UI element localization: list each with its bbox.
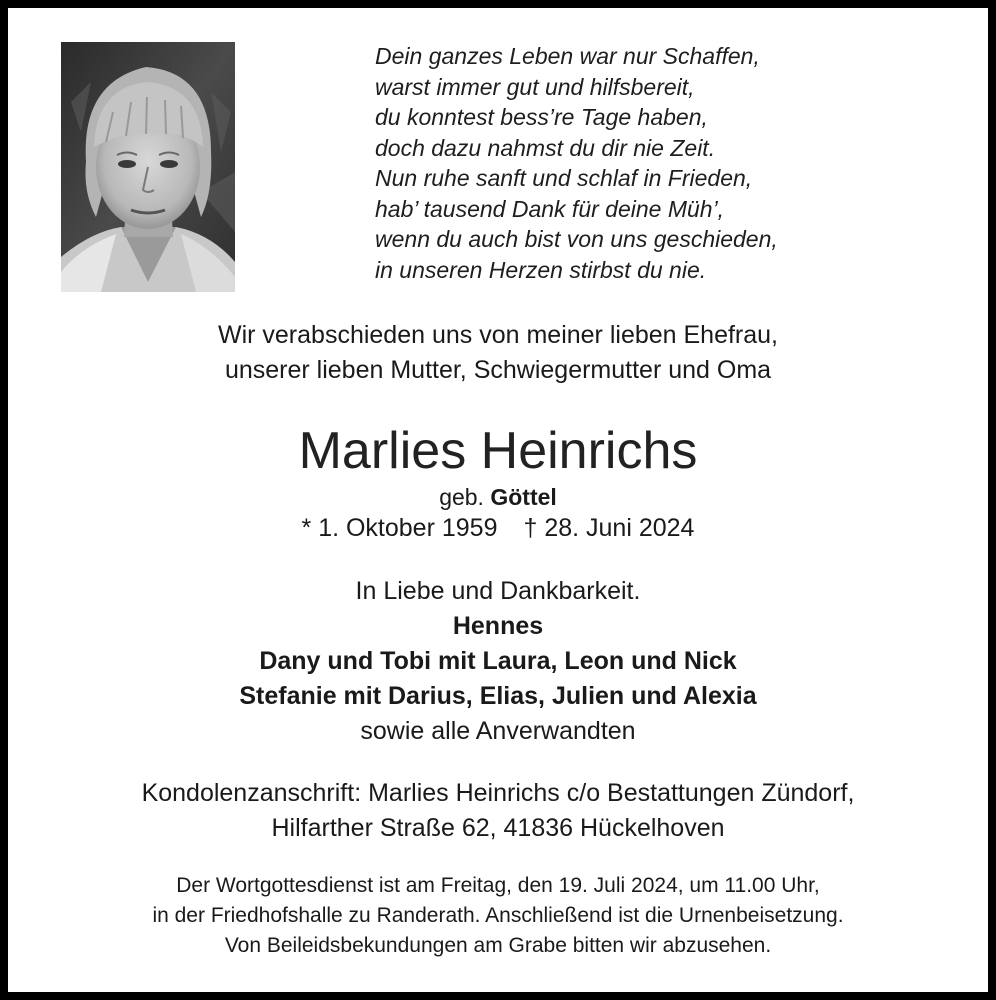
family-name: Hennes xyxy=(452,612,544,640)
poem-line: Nun ruhe sanft und schlaf in Frieden, xyxy=(375,165,753,191)
relatives-line: sowie alle Anverwandten xyxy=(360,717,636,745)
service-line: Von Beileidsbekundungen am Grabe bitten wir abzusehen. xyxy=(224,934,772,957)
intro-line: Wir verabschieden uns von meiner lieben Ehefrau, xyxy=(217,321,779,349)
poem-line: wenn du auch bist von uns geschieden, xyxy=(375,226,778,252)
condolence-address xyxy=(8,776,988,846)
poem-line: in unseren Herzen stirbst du nie. xyxy=(375,256,707,283)
maiden-name: Göttel xyxy=(490,484,557,510)
poem-line: du konntest bess’re Tage haben, xyxy=(375,104,708,130)
portrait-photo xyxy=(61,42,235,292)
poem xyxy=(375,41,935,285)
intro-line: unserer lieben Mutter, Schwiegermutter und Oma xyxy=(224,356,772,384)
obituary-notice xyxy=(8,8,988,992)
death-date: † 28. Juni 2024 xyxy=(523,514,695,542)
service-info xyxy=(8,871,988,961)
address-line: Kondolenzanschrift: Marlies Heinrichs c/o Bestattungen Zündorf, xyxy=(141,779,855,807)
maiden-name-line xyxy=(8,482,988,512)
poem-line: Dein ganzes Leben war nur Schaffen, xyxy=(375,43,760,69)
service-line: Der Wortgottesdienst ist am Freitag, den 19. Juli 2024, um 11.00 Uhr, xyxy=(176,874,820,897)
family-signature xyxy=(8,574,988,749)
poem-line: hab’ tausend Dank für deine Müh’, xyxy=(375,195,725,222)
service-line: in der Friedhofshalle zu Randerath. Anschließend ist die Urnenbeisetzung. xyxy=(152,904,844,927)
deceased-name: Marlies Heinrichs xyxy=(298,422,698,480)
family-name: Dany und Tobi mit Laura, Leon und Nick xyxy=(259,647,737,675)
intro-text xyxy=(8,318,988,388)
poem-line: warst immer gut und hilfsbereit, xyxy=(375,73,695,100)
address-line: Hilfarther Straße 62, 41836 Hückelhoven xyxy=(271,814,725,842)
poem-line: doch dazu nahmst du dir nie Zeit. xyxy=(375,134,716,161)
closing-phrase: In Liebe und Dankbarkeit. xyxy=(355,577,641,605)
life-dates xyxy=(8,512,988,544)
family-name: Stefanie mit Darius, Elias, Julien und Alexia xyxy=(239,682,757,710)
birth-date: * 1. Oktober 1959 xyxy=(301,514,498,542)
born-prefix: geb. xyxy=(439,484,484,510)
portrait-image xyxy=(61,42,235,292)
